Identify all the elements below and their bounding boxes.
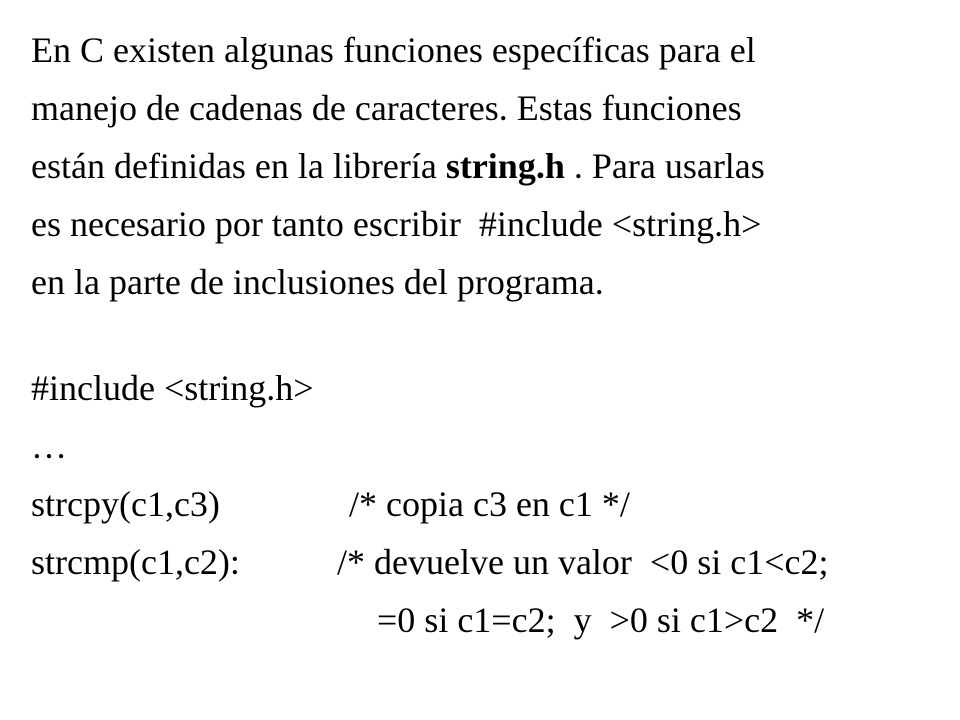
intro-line-3-end: . Para usarlas	[564, 146, 765, 186]
strcmp-comment-line-1: /* devuelve un valor <0 si c1<c2;	[337, 542, 829, 582]
intro-line-5: en la parte de inclusiones del programa.	[31, 262, 604, 302]
intro-line-1: En C existen algunas funciones específicas para el	[31, 30, 756, 70]
intro-line-4: es necesario por tanto escribir #include <string.h>	[31, 204, 762, 244]
strcmp-call: strcmp(c1,c2):	[31, 542, 240, 582]
strcpy-comment: /* copia c3 en c1 */	[349, 484, 630, 524]
intro-line-3-start: están definidas en la librería	[31, 146, 446, 186]
code-include-line: #include <string.h>	[31, 368, 314, 408]
code-ellipsis: …	[31, 426, 67, 466]
library-name: string.h	[445, 146, 565, 186]
strcpy-call: strcpy(c1,c3)	[31, 484, 220, 524]
intro-line-3	[31, 146, 765, 186]
intro-line-2: manejo de cadenas de caracteres. Estas funciones	[31, 88, 742, 128]
strcmp-comment-line-2: =0 si c1=c2; y >0 si c1>c2 */	[377, 600, 825, 640]
